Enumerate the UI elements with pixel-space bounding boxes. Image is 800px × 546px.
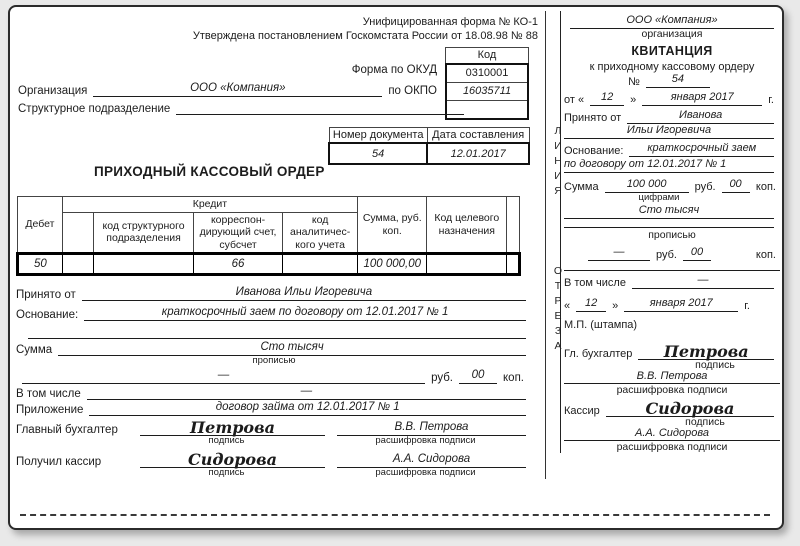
receipt-accepted-label: Принято от (564, 112, 622, 124)
doc-number-value: 54 (329, 143, 427, 164)
rub-label: руб. (431, 372, 454, 384)
struct-division-value-cell (94, 254, 194, 275)
debit-header-cell: Дебет (18, 197, 63, 254)
sum-header-cell: Сумма, руб. коп. (358, 197, 427, 254)
organization-row (18, 82, 437, 97)
receipt-date-row-2 (564, 297, 780, 312)
receipt-basis-label: Основание: (564, 145, 624, 157)
receipt-empty-line (564, 213, 774, 228)
doc-date-value: 12.01.2017 (427, 143, 529, 164)
receipt-sum-words: Сто тысяч (564, 204, 774, 219)
receipt-date-month-year: января 2017 (642, 91, 762, 106)
receipt-org-hint: организация (641, 28, 703, 40)
form-approval-notes (16, 15, 544, 43)
quote-close-2: » (612, 300, 619, 312)
receipt-kop-label-2: коп. (755, 249, 776, 261)
accepted-from-label: Принято от (16, 289, 76, 301)
signature-hint: подпись (208, 435, 245, 446)
organization-label: Организация (18, 85, 88, 97)
okpo-code-value: 16035711 (447, 83, 527, 101)
receipt-basis-line2: по договору от 12.01.2017 № 1 (564, 158, 774, 173)
attachment-value: договор займа от 12.01.2017 № 1 (89, 401, 526, 416)
doc-date-header: Дата составления (427, 128, 529, 144)
struct-division-header-cell: код структурного подразделения (94, 212, 194, 254)
basis-row (16, 303, 532, 321)
cashier-label: Получил кассир (16, 456, 102, 468)
receipt-name-hint: расшифровка подписи (616, 384, 728, 396)
receipt-signature-hint-2: подпись (685, 416, 725, 428)
order-title: ПРИХОДНЫЙ КАССОВЫЙ ОРДЕР (94, 164, 325, 179)
extra-header-cell (507, 197, 520, 254)
sum-value-cell: 100 000,00 (358, 254, 427, 275)
receipt-signature-hint: подпись (695, 359, 735, 371)
attachment-label: Приложение (16, 404, 84, 416)
attachment-row (16, 401, 532, 416)
quote-close: » (630, 94, 637, 106)
credit-empty-cell-1 (62, 254, 93, 275)
chief-accountant-row (16, 417, 532, 436)
okud-label: Форма по ОКУД (351, 64, 437, 76)
receipt-including-value: — (632, 274, 774, 289)
receipt-dash-sum-row (564, 246, 780, 261)
receipt-dash-value: — (588, 246, 650, 261)
division-label: Структурное подразделение (18, 103, 171, 115)
sum-continuation-dash: — (22, 369, 425, 384)
receipt-number-row (564, 73, 780, 88)
sum-words-hint: прописью (252, 355, 296, 366)
including-value: — (87, 385, 526, 400)
receipt-basis-line1: краткосрочный заем (629, 142, 774, 157)
receipt-cashier-row (564, 397, 780, 417)
cashier-name: А.А. Сидорова (337, 453, 526, 468)
receipt-separator-line (564, 270, 780, 271)
receipt-rub-label-2: руб. (656, 249, 677, 261)
receipt-name-hint-2: расшифровка подписи (616, 441, 728, 453)
receipt-sum-label: Сумма (564, 181, 599, 193)
basis-value: краткосрочный заем по договору от 12.01.2017 № 1 (84, 306, 526, 321)
sum-label: Сумма (16, 344, 53, 356)
sum-continuation-row (16, 368, 532, 384)
stamp-label: М.П. (штампа) (564, 319, 638, 331)
corresponding-account-header-cell: корреспон-дирующий счет, субсчет (193, 212, 282, 254)
sum-words-row (16, 340, 532, 356)
receipt-org-row (564, 13, 780, 29)
signature-hint: подпись (208, 467, 245, 478)
credit-header-cell: Кредит (62, 197, 357, 213)
tear-off-dashed-line (20, 514, 770, 516)
receipt-cashier-label: Кассир (564, 405, 600, 417)
corresponding-account-value-cell: 66 (193, 254, 282, 275)
chief-accountant-signature: Петрова (140, 421, 325, 436)
cashier-hints (16, 468, 532, 478)
division-row (18, 100, 470, 115)
division-value-line (176, 100, 464, 115)
cashier-signature: Сидорова (140, 453, 325, 468)
okpo-label: по ОКПО (388, 85, 437, 97)
analytic-code-value-cell (283, 254, 358, 275)
receipt-title: КВИТАНЦИЯ (631, 44, 713, 58)
chief-accountant-hints (16, 436, 532, 446)
receipt-org-value: ООО «Компания» (570, 14, 774, 29)
codes-box-header: Код (445, 47, 529, 64)
accepted-from-row (16, 283, 532, 301)
basis-continuation-line (28, 324, 526, 339)
receipt-accepted-line1: Иванова (627, 109, 774, 124)
receipt-words-hint: прописью (648, 229, 696, 241)
year-suffix: г. (768, 94, 774, 106)
receipt-date-row (564, 91, 780, 106)
receipt-chief-signature: Петрова (638, 345, 774, 360)
number-sign: № (628, 76, 640, 88)
receipt-date-day-2: 12 (576, 297, 606, 312)
sum-words-value: Сто тысяч (58, 341, 526, 356)
receipt-date-month-year-2: января 2017 (624, 297, 738, 312)
purpose-code-value-cell (427, 254, 507, 275)
receipt-subtitle: к приходному кассовому ордеру (589, 61, 755, 73)
receipt-including-row (564, 274, 780, 289)
cut-line-word-2: ОТРЕЗА (552, 265, 564, 355)
signature-name-hint: расшифровка подписи (375, 435, 476, 446)
document-number-box (328, 127, 530, 165)
order-form-section (16, 11, 544, 511)
receipt-accepted-line2: Ильи Игоревича (564, 124, 774, 139)
receipt-rub-label: руб. (694, 181, 716, 193)
credit-sub-empty-cell (62, 212, 93, 254)
basis-label: Основание: (16, 309, 79, 321)
receipt-empty-line-row (564, 219, 780, 228)
receipt-kopeck-digits: 00 (722, 178, 750, 193)
document-page (8, 5, 784, 530)
receipt-section (560, 11, 780, 453)
receipt-digits-hint: цифрами (638, 192, 680, 203)
receipt-basis-row-2 (564, 158, 780, 173)
receipt-cashier-name: А.А. Сидорова (564, 427, 780, 441)
quote-open: « (564, 300, 571, 312)
including-row (16, 385, 532, 400)
cut-line-word-1: ЛИНИЯ (552, 125, 564, 200)
doc-number-header: Номер документа (329, 128, 427, 144)
including-label: В том числе (16, 388, 81, 400)
receipt-basis-row (564, 142, 780, 157)
chief-accountant-name: В.В. Петрова (337, 421, 526, 436)
analytic-code-header-cell: код аналитичес-кого учета (283, 212, 358, 254)
cut-divider-line (545, 11, 546, 479)
accepted-from-value: Иванова Ильи Игоревича (82, 286, 526, 301)
year-suffix-2: г. (744, 300, 750, 312)
receipt-number-value: 54 (646, 73, 710, 88)
receipt-sum-digits: 100 000 (605, 178, 689, 193)
receipt-chief-name: В.В. Петрова (564, 370, 780, 384)
receipt-kopeck-value-2: 00 (683, 246, 711, 261)
cashier-row (16, 449, 532, 468)
receipt-accepted-row (564, 109, 780, 124)
kopeck-value: 00 (459, 369, 497, 384)
basis-continuation-row (16, 323, 532, 339)
okud-code-value: 0310001 (447, 65, 527, 83)
receipt-including-label: В том числе (564, 277, 626, 289)
kop-label: коп. (503, 372, 524, 384)
date-from-label: от « (564, 94, 585, 106)
receipt-accepted-row-2 (564, 125, 780, 139)
receipt-date-day: 12 (590, 91, 624, 106)
debit-value-cell: 50 (18, 254, 63, 275)
form-note-line1: Унифицированная форма № КО-1 (362, 16, 538, 28)
organization-value: ООО «Компания» (93, 82, 382, 97)
order-fields (16, 283, 532, 478)
purpose-code-header-cell: Код целевого назначения (427, 197, 507, 254)
receipt-sum-digits-row (564, 178, 780, 193)
table-row (18, 254, 520, 275)
signature-name-hint: расшифровка подписи (375, 467, 476, 478)
accounting-table (16, 196, 521, 276)
receipt-kop-label: коп. (755, 181, 776, 193)
receipt-cashier-signature: Сидорова (606, 402, 774, 417)
receipt-chief-row (564, 340, 780, 360)
form-note-line2: Утверждена постановлением Госкомстата России от 18.08.98 № 88 (192, 30, 538, 42)
receipt-chief-label: Гл. бухгалтер (564, 348, 633, 360)
chief-accountant-label: Главный бухгалтер (16, 424, 118, 436)
extra-value-cell (507, 254, 520, 275)
